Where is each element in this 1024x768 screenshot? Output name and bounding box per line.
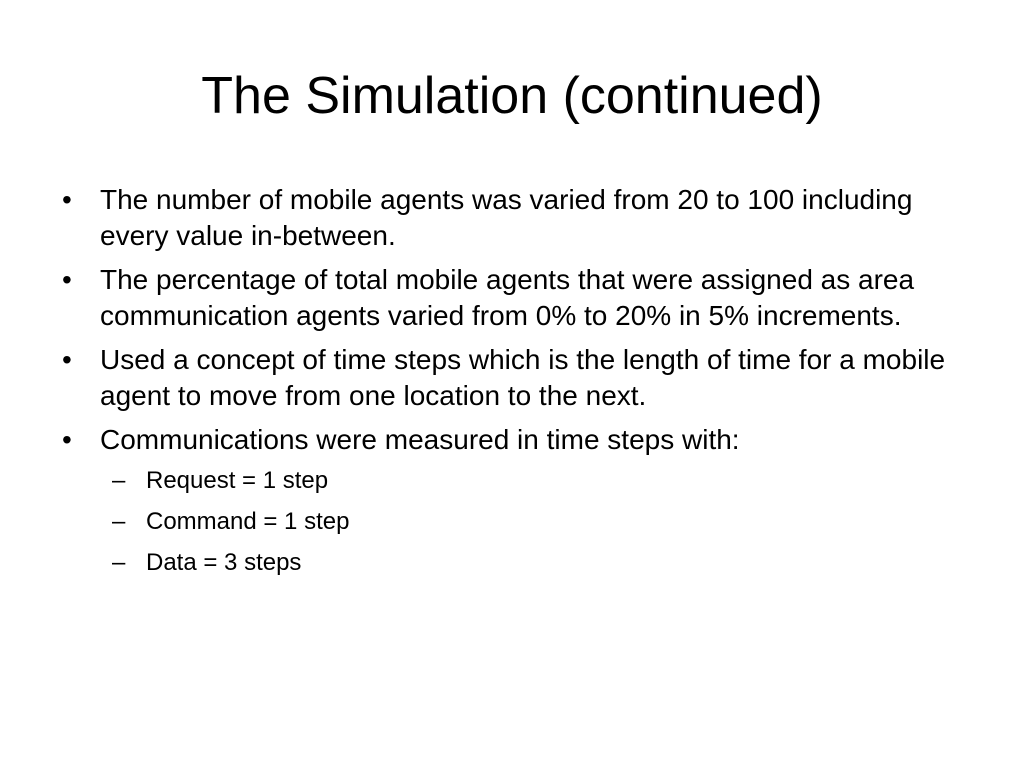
- bullet-item: [62, 422, 972, 458]
- sub-bullet-marker: –: [112, 467, 126, 494]
- bullet-text: Used a concept of time steps which is the length of time for a mobile agent to move from one location to the next.: [100, 344, 946, 411]
- bullet-list: [62, 182, 972, 589]
- bullet-item: [62, 262, 972, 334]
- bullet-item: [62, 182, 972, 254]
- bullet-text: Communications were measured in time steps with:: [100, 424, 740, 455]
- bullet-marker: •: [62, 264, 72, 295]
- sub-bullet-text: Data = 3 steps: [146, 549, 302, 576]
- bullet-marker: •: [62, 424, 72, 455]
- sub-bullet-item: [62, 507, 972, 537]
- sub-bullet-marker: –: [112, 549, 126, 576]
- sub-bullet-text: Command = 1 step: [146, 508, 350, 535]
- slide-title: The Simulation (continued): [201, 67, 823, 125]
- bullet-marker: •: [62, 184, 72, 215]
- bullet-marker: •: [62, 344, 72, 375]
- bullet-text: The percentage of total mobile agents that were assigned as area communication agents varied from 0% to 20% in 5% increments.: [100, 264, 915, 331]
- bullet-text: The number of mobile agents was varied from 20 to 100 including every value in-between.: [100, 184, 913, 251]
- bullet-item: [62, 342, 972, 414]
- sub-bullet-item: [62, 548, 972, 578]
- sub-bullet-text: Request = 1 step: [146, 467, 329, 494]
- sub-bullet-item: [62, 466, 972, 496]
- sub-bullet-marker: –: [112, 508, 126, 535]
